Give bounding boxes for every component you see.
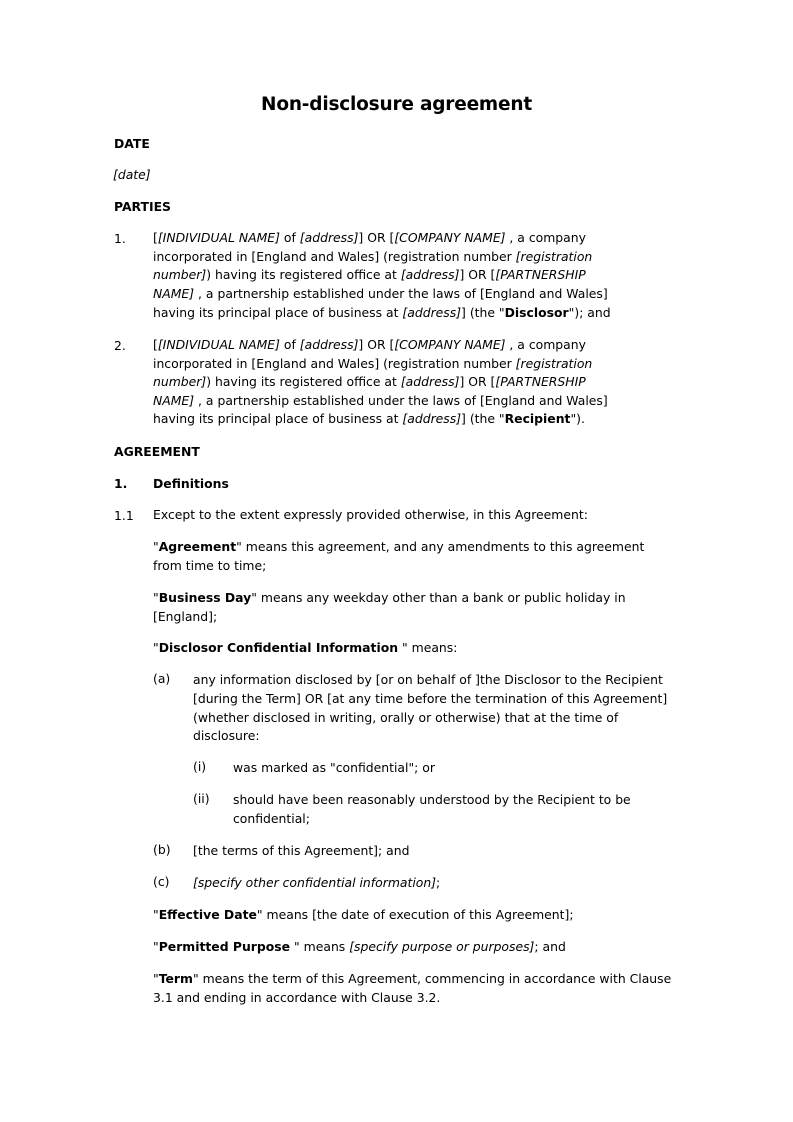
dci-a-i-text: was marked as "confidential"; or	[233, 760, 435, 775]
party-2-number: 2.	[114, 338, 126, 353]
dci-a-ii-mark: (ii)	[193, 791, 210, 806]
party-2-line-1: [[INDIVIDUAL NAME] of [address]] OR [[COMPANY NAME] , a company	[153, 337, 586, 352]
date-value: [date]	[113, 167, 151, 182]
section-1-title: Definitions	[153, 476, 229, 491]
party-1-line-3: number]) having its registered office at [address]] OR [[PARTNERSHIP	[153, 267, 586, 282]
dci-c-text: [specify other confidential information];	[193, 875, 441, 890]
date-heading: DATE	[114, 136, 150, 151]
document-title: Non-disclosure agreement	[261, 94, 532, 115]
dci-a-mark: (a)	[153, 671, 171, 686]
party-1-line-2: incorporated in [England and Wales] (registration number [registration	[153, 249, 593, 264]
definition-business-day: "Business Day" means any weekday other than a bank or public holiday in [England];	[153, 590, 626, 624]
clause-1-1-text: Except to the extent expressly provided otherwise, in this Agreement:	[153, 507, 588, 522]
dci-a-ii-text: should have been reasonably understood by the Recipient to be confidential;	[233, 792, 631, 826]
party-1-line-5: having its principal place of business at [address]] (the "Disclosor"); and	[153, 305, 611, 320]
party-1-line-1: [[INDIVIDUAL NAME] of [address]] OR [[COMPANY NAME] , a company	[153, 230, 586, 245]
dci-a-text: any information disclosed by [or on behalf of ]the Disclosor to the Recipient [during the Term] OR [at any time before the termination of this Agreement] (whether disclosed in writing, orally or otherwise) that at the time of disclosure:	[193, 672, 668, 744]
definition-agreement: "Agreement" means this agreement, and any amendments to this agreement from time to time;	[153, 539, 645, 573]
definition-effective-date: "Effective Date" means [the date of execution of this Agreement];	[153, 907, 574, 922]
agreement-heading: AGREEMENT	[114, 444, 200, 459]
definition-term: "Term" means the term of this Agreement, commencing in accordance with Clause 3.1 and ending in accordance with Clause 3.2.	[153, 971, 672, 1005]
parties-heading: PARTIES	[114, 199, 171, 214]
party-1-line-4: NAME] , a partnership established under the laws of [England and Wales]	[153, 286, 608, 301]
party-2-line-4: NAME] , a partnership established under the laws of [England and Wales]	[153, 393, 608, 408]
party-2-line-5: having its principal place of business at [address]] (the "Recipient").	[153, 411, 585, 426]
party-1-number: 1.	[114, 231, 126, 246]
dci-c-mark: (c)	[153, 874, 170, 889]
definition-permitted-purpose: "Permitted Purpose " means [specify purpose or purposes]; and	[153, 939, 566, 954]
section-1-number: 1.	[114, 476, 128, 491]
dci-b-text: [the terms of this Agreement]; and	[193, 843, 410, 858]
dci-b-mark: (b)	[153, 842, 171, 857]
dci-a-i-mark: (i)	[193, 759, 207, 774]
party-2-line-2: incorporated in [England and Wales] (registration number [registration	[153, 356, 593, 371]
party-2-line-3: number]) having its registered office at [address]] OR [[PARTNERSHIP	[153, 374, 586, 389]
definition-disclosor-confidential-information: "Disclosor Confidential Information " means:	[153, 640, 458, 655]
clause-1-1-number: 1.1	[114, 508, 134, 523]
